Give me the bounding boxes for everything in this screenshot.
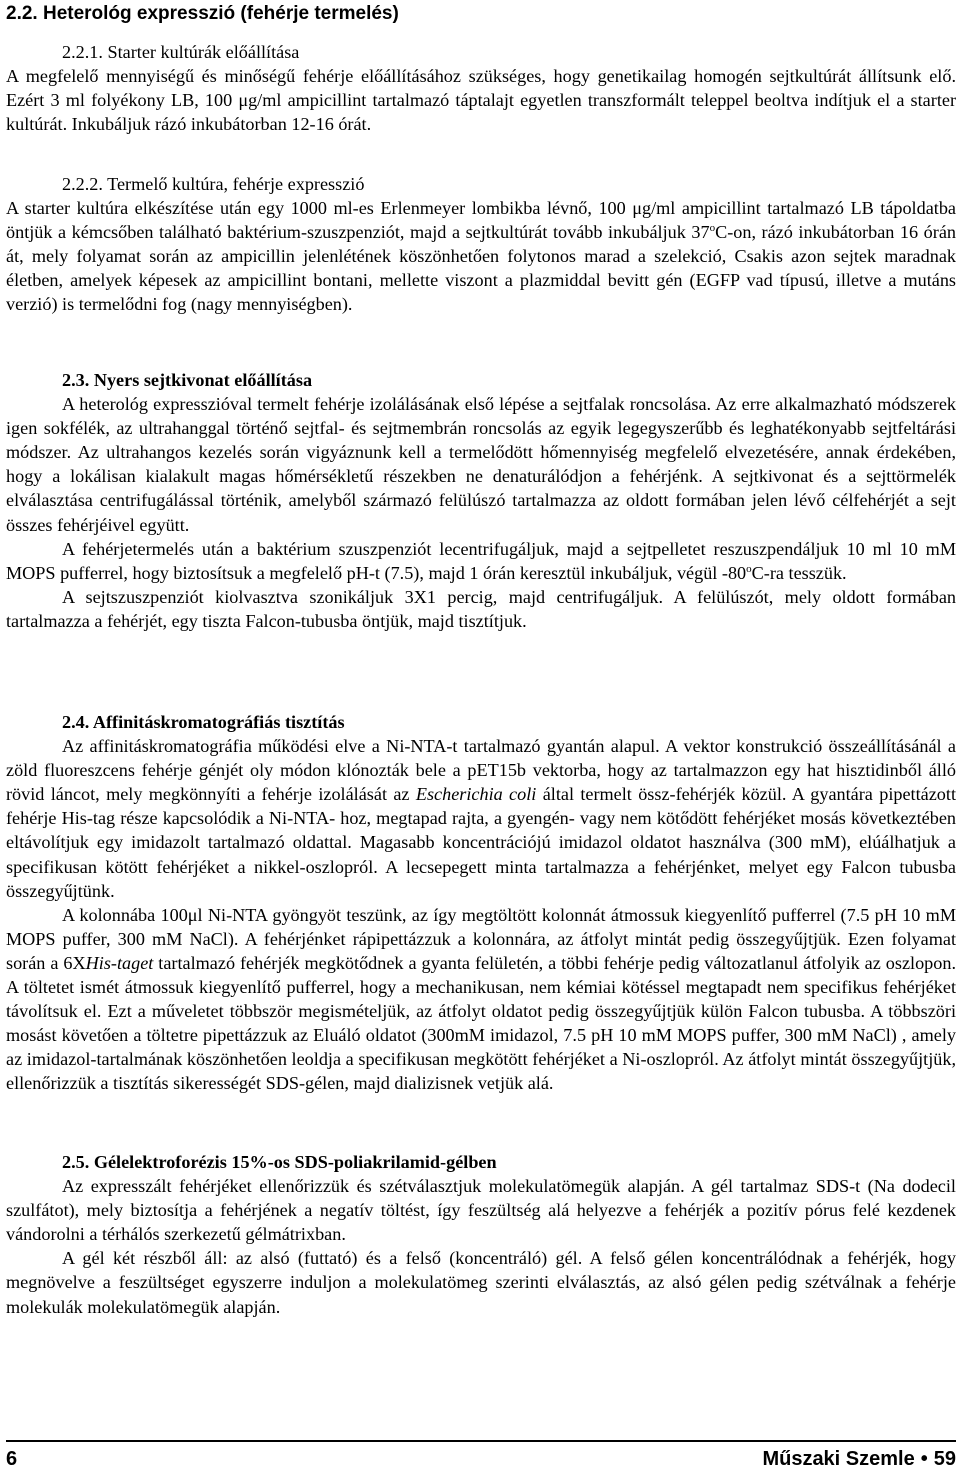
paragraph: Az expresszált fehérjéket ellenőrizzük és szétválasztjuk molekulatömegük alapján. A gél tartalmaz SDS-t (Na dodecil szulfátot), mely biztosítja a fehérjének a negatív töltést, így feszültség alá helyezve a fehérjék a pozitív pórus felé kezdenek vándorolni a térhálós szerkezetű gélmátrixban.: [6, 1176, 956, 1245]
section-heading: 2.2. Heterológ expresszió (fehérje termelés): [6, 3, 399, 24]
issue-number: 59: [933, 1448, 956, 1470]
section-title: 2.4. Affinitáskromatográfiás tisztítás: [62, 712, 345, 732]
paragraph: A heterológ expresszióval termelt fehérje izolálásának első lépése a sejtfalak roncsolása. Az erre alkalmazható módszerek igen sokfélék, az ultrahanggal történő sejtfal- és sejtmembrán roncsolás az egyik legegyszerűbb és leghatékonyabb sejtfeltárási módszer. Az ultrahangos kezelés során vigyáznunk kell a termelődött hőmennyiség megfelelő elvezetésére, annak érdekében, hogy a lokálisan kialakult magas hőmérsékletű részekben ne denaturálódjon a fehérjénk. A sejtkivonat és a sejttörmelék elválasztása centrifugálással történik, amelyből származó felülúszó tartalmazza az oldott formában jelen lévő célfehérjét a sejt összes fehérjéivel együtt.: [6, 394, 956, 535]
paragraph: A starter kultúra elkészítése után egy 1000 ml-es Erlenmeyer lombikba lévnő, 100 μg/ml ampicillint tartalmazó LB tápoldatba öntjük a kémcsőben található baktérium-szuszpenziót, majd a sejtkultúrát tovább inkubáljuk 37$^o$C-on, rázó inkubátorban 16 órán át, mely folyamat során az ampicillin jelenlétének köszönhetően folytonos marad a szelekció, Csakis azon sejtek maradnak életben, amelyek képesek az ampicillint bontani, mellette viszont a plazmiddal bevitt gén (EGFP vad típusú, illetve a mutáns verzió) is termelődni fog (nagy mennyiségben).: [6, 198, 956, 315]
section-2-2-2: [6, 172, 956, 317]
paragraph: A kolonnába 100μl Ni-NTA gyöngyöt teszünk, az így megtöltött kolonnát átmossuk kiegyenlítő pufferrel (7.5 pH 10 mM MOPS puffer, 300 mM NaCl). A fehérjénket rápipettázzuk a kolonnára, az átfolyt mintát pedig összegyűjtjük. Ezen folyamat során a 6XHis-taget tartalmazó fehérjék megkötődnek a gyanta felületén, a többi fehérje pedig változatlanul átfolyik az oszlopon. A töltetet ismét átmossuk kiegyenlítő pufferrel, hogy a mechanikusan, nem kémiai kötéssel megtapadt nem specifikus fehérjéket távolítsuk el. Ezt a műveletet többször megismételjük, az átfolyt oldatot pedig összegyűjtjük külön Falcon tubusba. A többszöri mosást követően a töltetre pipettázzuk az Eluáló oldatot (300mM imidazol, 7.5 pH 10 mM MOPS puffer, 300 mM NaCl) , amely az imidazol-tartalmának köszönhetően leoldja a specifikusan megkötött fehérjéket a Ni-oszlopról. Az átfolyt mintát összegyűjtjük, ellenőrizzük a tisztítás sikerességét SDS-gélen, majd dializisnek vetjük alá.: [6, 904, 956, 1094]
section-2-3: [6, 368, 956, 633]
section-2-4: [6, 710, 956, 1096]
subsection-title: 2.2.2. Termelő kultúra, fehérje expresszió: [62, 174, 365, 194]
subsection-title: 2.2.1. Starter kultúrák előállítása: [62, 42, 300, 62]
paragraph: A fehérjetermelés után a baktérium szuszpenziót lecentrifugáljuk, majd a sejtpelletet reszuszpendáljuk 10 ml 10 mM MOPS pufferrel, hogy biztosítsuk a megfelelő pH-t (7.5), majd 1 órán keresztül inkubáljuk, végül -80$^o$C-ra tesszük.: [6, 538, 956, 583]
journal-info: [762, 1448, 956, 1471]
section-title: 2.5. Gélelektroforézis 15%-os SDS-poliakrilamid-gélben: [62, 1152, 497, 1172]
section-2-2-1: [6, 40, 956, 136]
journal-title: Műszaki Szemle: [762, 1448, 915, 1470]
paragraph: A sejtszuszpenziót kiolvasztva szonikáljuk 3X1 percig, majd centrifugáljuk. A felülúszót, mely oldott formában tartalmazza a fehérjét, egy tiszta Falcon-tubusba öntjük, majd tisztítjuk.: [6, 586, 956, 631]
page-footer: [6, 1440, 956, 1472]
section-title: 2.3. Nyers sejtkivonat előállítása: [62, 370, 313, 390]
paragraph: A gél két részből áll: az alsó (futtató) és a felső (koncentráló) gél. A felső gélen koncentrálódnak a fehérjék, hogy megnövelve a feszültséget egyszerre induljon a molekulatömeg szerinti elválasztás, az alsó gélen pedig szétválnak a fehérje molekulák molekulatömegük alapján.: [6, 1248, 956, 1317]
bullet-separator: •: [920, 1448, 928, 1470]
page-number: 6: [6, 1448, 18, 1470]
paragraph: Az affinitáskromatográfia működési elve a Ni-NTA-t tartalmazó gyantán alapul. A vektor konstrukció összeállításánál a zöld fluoreszcens fehérje génjét oly módon klónozták bele a pET15b vektorba, hogy az tartalmazzon egy hat hisztidinből álló rövid láncot, mely megkönnyíti a fehérje izolálását az Escherichia coli által termelt össz-fehérjék közül. A gyantára pipettázott fehérje His-tag része kapcsolódik a Ni-NTA- hoz, megtapad rajta, a gyengén- vagy nem kötődött fehérjéket mosás következtében eltávolítjuk egy imidazolt tartalmazó oldattal. Magasabb koncentrációjú imidazol oldatot használva (300 mM), elúálhatjuk a specifikusan kötött fehérjéket a nikkel-oszlopról. A lecsepegett minta tartalmazza a fehérjénket, melyet egy Falcon tubusba összegyűjtünk.: [6, 736, 956, 901]
paragraph: A megfelelő mennyiségű és minőségű fehérje előállításához szükséges, hogy genetikailag homogén sejtkultúrát állítsunk elő. Ezért 3 ml folyékony LB, 100 μg/ml ampicillint tartalmazó táptalajt egyetlen transzformált teleppel beoltva indítjuk el a starter kultúrát. Inkubáljuk rázó inkubátorban 12-16 órát.: [6, 66, 956, 135]
section-2-5: [6, 1150, 956, 1319]
